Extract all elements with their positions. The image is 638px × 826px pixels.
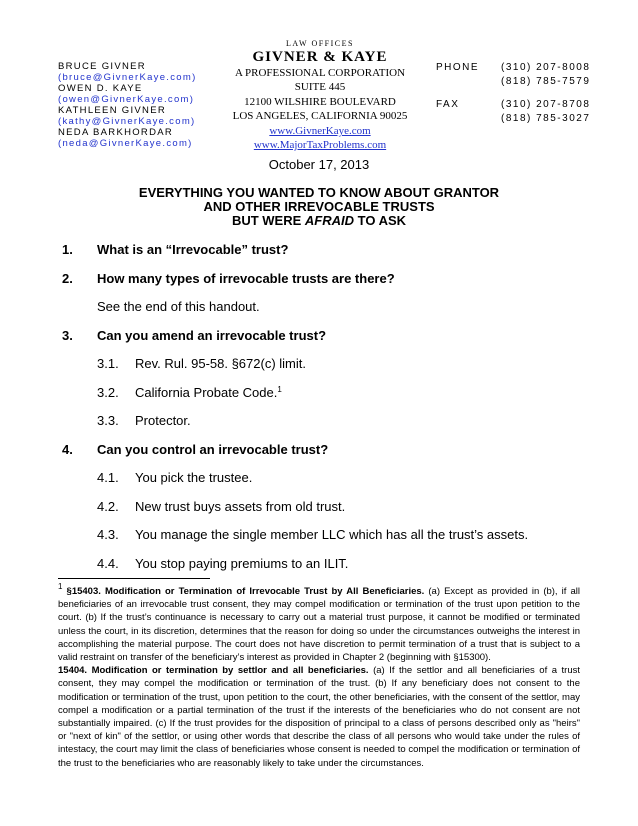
title-line-3: [0, 213, 638, 228]
attorney-name: OWEN D. KAYE: [58, 83, 143, 94]
attorney-name: BRUCE GIVNER: [58, 61, 146, 72]
footnote-marker: 1: [58, 582, 63, 591]
website-row-2: [215, 139, 425, 151]
sub-item-number: 3.1.: [97, 356, 119, 371]
document-date: October 17, 2013: [268, 157, 370, 172]
firm-corp: A PROFESSIONAL CORPORATION: [234, 67, 406, 79]
footnote-section-body: (a) If the settlor and all beneficiaries of a trust consent, they may compel the modification or termination of the trust. (b) If any beneficiary does not consent to the modification or termination of the trust, upon petition to the court, the other beneficiaries, with the consent of the settlor, may compel a modification or a partial termination of the trust if the interests of the beneficiaries who do not consent are not substantially impaired. (c) If the trust provides for the disposition of principal to a class of persons described only as "heirs" or "next of kin" of the settlor, or using other words that describe the class of all persons who would take under the rules of intestacy, the court may limit the class of beneficiaries whose consent is needed to compel the modification or termination of the trust to the beneficiaries who are reasonably likely to take under the circumstances.: [58, 665, 580, 769]
footnote-section-heading: §15403. Modification or Termination of Irrevocable Trust by All Beneficiaries.: [66, 586, 425, 597]
title-line-3-pre: BUT WERE: [231, 213, 305, 228]
question-text: Can you control an irrevocable trust?: [97, 442, 329, 457]
footnote-separator: [58, 578, 210, 579]
question-number: 4.: [62, 442, 73, 457]
sub-item-text: New trust buys assets from old trust.: [135, 499, 346, 514]
phone-number-2: (818) 785-7579: [501, 76, 591, 87]
title-line-3-emphasis: AFRAID: [304, 213, 355, 228]
attorney-email[interactable]: (bruce@GivnerKaye.com): [58, 72, 197, 83]
footnote: [58, 582, 580, 770]
sub-item-text-with-footnote: [135, 385, 282, 400]
sub-item-text: Protector.: [135, 413, 191, 428]
law-offices-label: LAW OFFICES: [286, 39, 354, 48]
website-link-majortaxproblems[interactable]: www.MajorTaxProblems.com: [253, 139, 387, 151]
attorney-email[interactable]: (owen@GivnerKaye.com): [58, 94, 195, 105]
firm-name: GIVNER & KAYE: [252, 49, 388, 65]
firm-city: LOS ANGELES, CALIFORNIA 90025: [232, 110, 408, 122]
firm-suite: SUITE 445: [294, 81, 346, 93]
footnote-section-body: (a) Except as provided in (b), if all beneficiaries of an irrevocable trust consent, they may compel modification or termination of the trust upon petition to the court. (b) If the trust’s continuance is necessary to carry out a material trust purpose, it cannot be modified or terminated unless the court, in its discretion, determines that the reason for doing so under the circumstances outweighs the interest in accomplishing the material purpose. The court does not have discretion to permit termination of a trust that is subject to a valid restraint on transfer of the beneficiary’s interest as provided in Chapter 2 (beginning with §15300).: [58, 586, 580, 664]
sub-item-text: California Probate Code.: [135, 385, 278, 400]
attorney-email[interactable]: (neda@GivnerKaye.com): [58, 138, 193, 149]
phone-label: PHONE: [436, 62, 480, 73]
firm-street: 12100 WILSHIRE BOULEVARD: [244, 96, 396, 108]
sub-item-text: You pick the trustee.: [135, 470, 253, 485]
question-text: Can you amend an irrevocable trust?: [97, 328, 327, 343]
footnote-paragraph-1: [58, 582, 580, 664]
title-line-2: AND OTHER IRREVOCABLE TRUSTS: [203, 199, 435, 214]
sub-item-text: Rev. Rul. 95-58. §672(c) limit.: [135, 356, 306, 371]
attorney-email[interactable]: (kathy@GivnerKaye.com): [58, 116, 196, 127]
footnote-paragraph-2: [58, 664, 580, 770]
phone-number-1: (310) 207-8008: [501, 62, 591, 73]
sub-item-number: 4.2.: [97, 499, 119, 514]
sub-item-number: 3.3.: [97, 413, 119, 428]
fax-number-1: (310) 207-8708: [501, 99, 591, 110]
question-number: 3.: [62, 328, 73, 343]
sub-item-number: 3.2.: [97, 385, 119, 400]
sub-item-number: 4.3.: [97, 527, 119, 542]
website-row-1: [215, 125, 425, 137]
fax-number-2: (818) 785-3027: [501, 113, 591, 124]
attorney-list: [58, 61, 197, 149]
question-number: 1.: [62, 242, 73, 257]
question-text: How many types of irrevocable trusts are there?: [97, 271, 395, 286]
title-line-1: EVERYTHING YOU WANTED TO KNOW ABOUT GRANTOR: [138, 185, 500, 200]
question-answer: See the end of this handout.: [97, 299, 260, 314]
footnote-section-heading: 15404. Modification or termination by settlor and all beneficiaries.: [58, 665, 369, 677]
fax-label: FAX: [436, 99, 460, 110]
sub-item-number: 4.4.: [97, 556, 119, 571]
sub-item-text: You stop paying premiums to an ILIT.: [135, 556, 349, 571]
title-line-3-post: TO ASK: [354, 213, 407, 228]
sub-item-number: 4.1.: [97, 470, 119, 485]
footnote-reference[interactable]: 1: [277, 385, 282, 394]
attorney-name: NEDA BARKHORDAR: [58, 127, 174, 138]
question-number: 2.: [62, 271, 73, 286]
attorney-name: KATHLEEN GIVNER: [58, 105, 167, 116]
website-link-givnerkaye[interactable]: www.GivnerKaye.com: [269, 125, 371, 137]
question-text: What is an “Irrevocable” trust?: [97, 242, 289, 257]
sub-item-text: You manage the single member LLC which has all the trust’s assets.: [135, 527, 529, 542]
